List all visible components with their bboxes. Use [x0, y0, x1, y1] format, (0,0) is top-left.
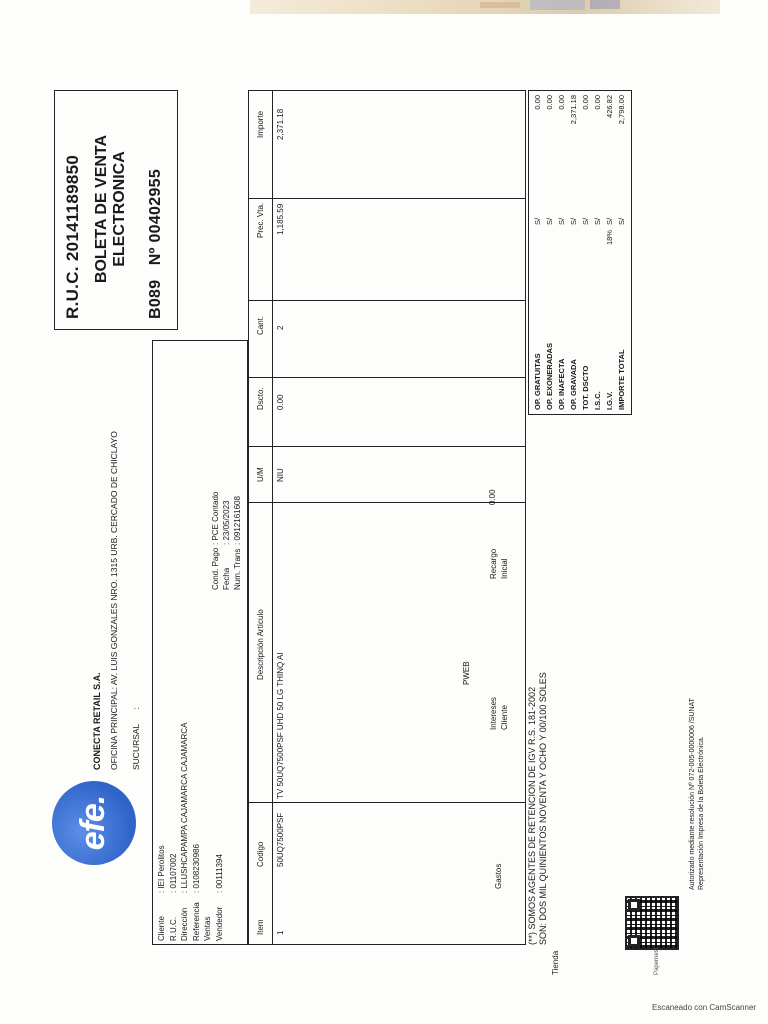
cell-um: NIU: [276, 468, 285, 482]
qr-code: [625, 890, 685, 950]
client-value: : IEI Perolitos: [157, 845, 166, 893]
ruc-box: [54, 90, 178, 330]
col-divider: [248, 502, 526, 503]
payment-label: Cond. Pago: [211, 547, 220, 590]
total-value: 2,371.18: [569, 95, 578, 125]
total-currency: S/: [593, 217, 602, 225]
total-currency: S/: [605, 217, 614, 225]
payment-value: : PCE Contado: [211, 491, 220, 545]
document-number: Nº 00402955: [147, 168, 164, 266]
total-value: 0.00: [533, 95, 542, 110]
client-value: : 01107002: [168, 853, 178, 893]
total-percent: 18%: [605, 230, 614, 246]
client-label: Referencia: [191, 902, 201, 941]
retention-note: (**) SOMOS AGENTES DE RETENCION DE IGV R.S. 181-2002: [527, 686, 537, 945]
client-label: Cliente: [157, 916, 166, 941]
header-descripcion: Descripción Artículo: [256, 609, 265, 680]
branch-sep: :: [131, 707, 141, 710]
client-values: [156, 723, 226, 893]
total-percent: [532, 230, 544, 250]
total-label: TOT. DSCTO: [581, 365, 590, 410]
total-percent: [568, 230, 580, 250]
cell-cant: 2: [276, 325, 285, 330]
recargo-value: 0.00: [488, 489, 497, 505]
cell-item: 1: [276, 930, 285, 935]
payment-value: : 23/05/2023: [222, 500, 231, 545]
total-value: 0.00: [545, 95, 554, 110]
intereses-line2: Cliente: [500, 705, 509, 730]
total-value: 0.00: [557, 95, 566, 110]
payment-labels: [210, 548, 243, 590]
total-percent: [580, 230, 592, 250]
col-divider: [248, 198, 526, 199]
total-percent: [556, 230, 568, 250]
total-percent: [592, 230, 604, 250]
client-labels: [156, 902, 226, 941]
total-percent: [544, 230, 556, 250]
branch-label: [132, 707, 142, 770]
cell-prec: 1,185.59: [276, 203, 285, 235]
totals-labels: [532, 343, 628, 410]
totals-percent: [532, 230, 628, 250]
client-value: : LLUSHCAPAMPA CAJAMARCA CAJAMARCA: [180, 722, 190, 893]
cell-dscto: 0.00: [276, 394, 285, 410]
total-percent: [616, 230, 628, 250]
col-divider: [248, 300, 526, 301]
total-label: I.G.V.: [605, 391, 614, 410]
client-value: [202, 723, 214, 893]
items-table: [248, 90, 526, 945]
document-series-number: [147, 169, 165, 319]
legal-text: [688, 698, 706, 890]
total-value: 0.00: [581, 95, 590, 110]
total-label: OP. GRAVADA: [569, 359, 578, 410]
total-value: 0.00: [593, 95, 602, 110]
document-series: B089: [147, 279, 164, 319]
header-importe: Importe: [256, 110, 265, 138]
header-cant: Cant.: [256, 315, 265, 335]
total-label: OP. EXONERADAS: [545, 343, 554, 410]
total-currency: S/: [569, 217, 578, 225]
header-prec: Prec. Vta.: [256, 202, 265, 238]
client-label: R.U.C.: [168, 917, 178, 941]
intereses-label: [488, 697, 510, 730]
recargo-line1: Recargo: [489, 548, 498, 579]
efe-logo: [52, 781, 136, 865]
document-type-line2: ELECTRONICA: [111, 151, 129, 267]
client-label: Dirección: [180, 907, 190, 941]
col-divider: [248, 377, 526, 378]
amount-in-words: SON: DOS MIL QUINIENTOS NOVENTA Y OCHO Y 00/100 SOLES: [538, 672, 548, 945]
legal-line2: Representación Impresa de la Boleta Electrónica.: [698, 736, 705, 890]
pweb-label: PWEB: [462, 661, 471, 685]
client-value: : 00111394: [214, 854, 224, 893]
header-item: Item: [256, 919, 265, 935]
header-codigo: Codigo: [256, 841, 265, 867]
total-label: I.S.C.: [593, 391, 602, 410]
document-type: [93, 109, 130, 309]
total-currency: S/: [533, 217, 542, 225]
total-value: 2,798.00: [617, 95, 626, 125]
header-dscto: Dscto.: [256, 387, 265, 410]
totals-values: [532, 95, 628, 150]
total-value: 426.82: [605, 95, 614, 118]
client-label: Vendedor: [214, 906, 224, 941]
total-label: OP. INAFECTA: [557, 358, 566, 410]
cell-importe: 2,371.18: [276, 108, 285, 140]
header-um: U/M: [256, 467, 265, 482]
totals-currency: [532, 218, 628, 225]
payment-label: Num. Trans: [233, 548, 242, 590]
branch-label-text: SUCURSAL: [131, 723, 141, 770]
total-label: OP. GRATUITAS: [533, 353, 542, 410]
payment-label: Fecha: [222, 567, 231, 590]
legal-line1: Autorizado mediante resolución Nº 072-005-0000006 /SUNAT: [689, 698, 696, 890]
total-currency: S/: [557, 217, 566, 225]
papernest-mark: Papernest: [654, 947, 660, 975]
qr-pattern: [625, 896, 679, 950]
total-currency: S/: [545, 217, 554, 225]
total-currency: S/: [581, 217, 590, 225]
recargo-line2: Inicial: [500, 558, 509, 579]
gastos-label: Gastos: [494, 863, 503, 889]
payment-value: : 0912161608: [233, 496, 242, 545]
invoice-page: [48, 55, 626, 985]
document-type-line1: BOLETA DE VENTA: [93, 134, 110, 284]
company-name: CONECTA RETAIL S.A.: [92, 672, 102, 770]
col-divider: [248, 802, 526, 803]
company-office: OFICINA PRINCIPAL: AV. LUIS GONZALES NRO. 1315 URB. CERCADO DE CHICLAYO: [109, 431, 119, 770]
total-label: IMPORTE TOTAL: [617, 349, 626, 410]
col-divider: [248, 446, 526, 447]
stamp-strip: [250, 0, 720, 14]
cell-codigo: 50UQ7500PSF: [276, 812, 285, 867]
tienda-label: Tienda: [551, 950, 560, 975]
scanner-note: Escaneado con CamScanner: [652, 1003, 757, 1012]
client-value: : 0108230986: [191, 844, 201, 893]
logo-text: efe.: [74, 795, 113, 851]
total-currency: S/: [617, 217, 626, 225]
ruc-number: R.U.C. 20141189850: [63, 154, 82, 319]
payment-values: [210, 492, 243, 545]
table-header-rule: [272, 90, 273, 945]
client-label: Ventas: [203, 916, 213, 941]
cell-descripcion: TV 50UQ7500PSF UHD 50 LG THINQ AI: [276, 652, 285, 799]
recargo-label: [488, 549, 510, 579]
intereses-line1: Intereses: [489, 697, 498, 730]
